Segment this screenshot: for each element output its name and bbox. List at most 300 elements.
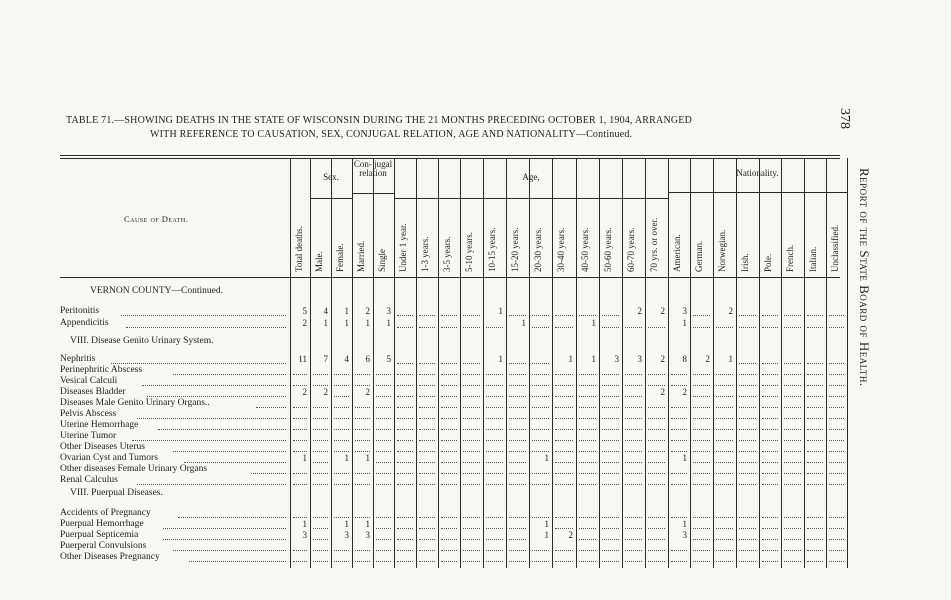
nationality-group-header: Nationality. (736, 168, 779, 178)
empty-cell-dots (693, 417, 710, 419)
column-title: 50-60 years. (603, 227, 613, 272)
empty-cell-dots (784, 450, 801, 452)
empty-cell-dots (602, 326, 619, 328)
empty-cell-dots (509, 314, 526, 316)
leader-dots (173, 373, 286, 375)
empty-cell-dots (784, 439, 801, 441)
empty-cell-dots (807, 406, 823, 408)
empty-cell-dots (441, 373, 457, 375)
leader-dots (142, 384, 286, 386)
empty-cell-dots (419, 439, 435, 441)
leader-dots (173, 450, 286, 452)
empty-cell-dots (762, 461, 778, 463)
column-title: Under 1 year. (398, 223, 408, 272)
leader-dots (256, 406, 286, 408)
empty-cell-dots (397, 417, 413, 419)
page-number: 378 (837, 108, 852, 129)
empty-cell-dots (555, 560, 573, 562)
empty-cell-dots (334, 395, 349, 397)
empty-cell-dots (625, 527, 642, 529)
empty-cell-dots (716, 439, 733, 441)
empty-cell-dots (762, 439, 778, 441)
empty-cell-dots (463, 560, 480, 562)
empty-cell-dots (419, 373, 435, 375)
empty-cell-dots (579, 428, 596, 430)
empty-cell-dots (355, 373, 370, 375)
nationality-group-header-rule (668, 192, 847, 193)
row-label: Puerpual Hemorrhage (60, 519, 144, 529)
empty-cell-dots (397, 314, 413, 316)
empty-cell-dots (532, 516, 549, 518)
empty-cell-dots (579, 549, 596, 551)
empty-cell-dots (807, 314, 823, 316)
empty-cell-dots (293, 472, 307, 474)
empty-cell-dots (739, 461, 756, 463)
empty-cell-dots (293, 450, 307, 452)
empty-cell-dots (579, 417, 596, 419)
table-cell: 1 (302, 519, 307, 529)
column-divider (804, 158, 805, 568)
leader-dots (147, 395, 286, 397)
column-divider (736, 158, 737, 568)
empty-cell-dots (716, 417, 733, 419)
empty-cell-dots (463, 417, 480, 419)
empty-cell-dots (463, 326, 480, 328)
table-cell: 3 (682, 306, 687, 316)
empty-cell-dots (397, 395, 413, 397)
empty-cell-dots (463, 406, 480, 408)
empty-cell-dots (671, 406, 687, 408)
empty-cell-dots (807, 560, 823, 562)
empty-cell-dots (463, 450, 480, 452)
table-cell: 1 (365, 453, 370, 463)
empty-cell-dots (509, 362, 526, 364)
empty-cell-dots (419, 395, 435, 397)
column-divider (847, 158, 848, 568)
age-group-header-rule (394, 198, 668, 199)
empty-cell-dots (397, 461, 413, 463)
empty-cell-dots (293, 560, 307, 562)
empty-cell-dots (762, 406, 778, 408)
empty-cell-dots (716, 395, 733, 397)
empty-cell-dots (829, 461, 844, 463)
empty-cell-dots (579, 384, 596, 386)
empty-cell-dots (625, 428, 642, 430)
empty-cell-dots (648, 549, 665, 551)
empty-cell-dots (376, 439, 391, 441)
empty-cell-dots (829, 362, 844, 364)
empty-cell-dots (625, 395, 642, 397)
column-title: Single (377, 248, 387, 272)
empty-cell-dots (671, 384, 687, 386)
row-label: Diseases Male Genito Urinary Organs.. (60, 398, 210, 408)
conjugal-group-header: Con- jugal relation (353, 159, 393, 178)
empty-cell-dots (625, 439, 642, 441)
empty-cell-dots (532, 439, 549, 441)
empty-cell-dots (313, 483, 328, 485)
empty-cell-dots (671, 417, 687, 419)
empty-cell-dots (625, 450, 642, 452)
empty-cell-dots (397, 326, 413, 328)
empty-cell-dots (334, 406, 349, 408)
empty-cell-dots (486, 483, 503, 485)
empty-cell-dots (419, 472, 435, 474)
empty-cell-dots (334, 439, 349, 441)
table-cell: 3 (365, 530, 370, 540)
empty-cell-dots (807, 527, 823, 529)
empty-cell-dots (784, 527, 801, 529)
empty-cell-dots (441, 428, 457, 430)
header-rule-top-2 (60, 158, 840, 159)
empty-cell-dots (671, 373, 687, 375)
empty-cell-dots (762, 373, 778, 375)
empty-cell-dots (602, 395, 619, 397)
empty-cell-dots (716, 516, 733, 518)
table-cell: 3 (344, 530, 349, 540)
empty-cell-dots (807, 326, 823, 328)
column-title: French. (785, 244, 795, 272)
empty-cell-dots (784, 461, 801, 463)
table-cell: 1 (728, 354, 733, 364)
empty-cell-dots (739, 516, 756, 518)
empty-cell-dots (509, 439, 526, 441)
empty-cell-dots (784, 538, 801, 540)
empty-cell-dots (509, 472, 526, 474)
empty-cell-dots (334, 450, 349, 452)
leader-dots (158, 428, 286, 430)
empty-cell-dots (532, 472, 549, 474)
empty-cell-dots (807, 538, 823, 540)
empty-cell-dots (441, 362, 457, 364)
empty-cell-dots (671, 516, 687, 518)
empty-cell-dots (441, 395, 457, 397)
empty-cell-dots (334, 516, 349, 518)
empty-cell-dots (555, 450, 573, 452)
empty-cell-dots (376, 384, 391, 386)
empty-cell-dots (555, 516, 573, 518)
empty-cell-dots (334, 384, 349, 386)
empty-cell-dots (376, 472, 391, 474)
empty-cell-dots (463, 461, 480, 463)
empty-cell-dots (602, 560, 619, 562)
empty-cell-dots (762, 384, 778, 386)
empty-cell-dots (762, 428, 778, 430)
column-title: American. (672, 234, 682, 272)
empty-cell-dots (829, 417, 844, 419)
empty-cell-dots (602, 538, 619, 540)
empty-cell-dots (555, 549, 573, 551)
empty-cell-dots (441, 472, 457, 474)
empty-cell-dots (784, 428, 801, 430)
cause-of-death-header: Cause of Death. (124, 214, 189, 224)
row-label: Other diseases Female Urinary Organs (60, 464, 208, 474)
empty-cell-dots (334, 417, 349, 419)
table-cell: 1 (682, 453, 687, 463)
empty-cell-dots (602, 527, 619, 529)
empty-cell-dots (532, 326, 549, 328)
empty-cell-dots (376, 461, 391, 463)
empty-cell-dots (397, 373, 413, 375)
empty-cell-dots (555, 527, 573, 529)
empty-cell-dots (784, 560, 801, 562)
conjugal-group-header-rule (352, 193, 394, 194)
empty-cell-dots (693, 549, 710, 551)
empty-cell-dots (555, 373, 573, 375)
column-title: Total deaths. (294, 226, 304, 272)
empty-cell-dots (313, 472, 328, 474)
empty-cell-dots (829, 450, 844, 452)
leader-dots (163, 538, 286, 540)
empty-cell-dots (602, 439, 619, 441)
empty-cell-dots (739, 384, 756, 386)
table-cell: 1 (386, 318, 391, 328)
empty-cell-dots (376, 450, 391, 452)
empty-cell-dots (716, 527, 733, 529)
empty-cell-dots (716, 373, 733, 375)
table-cell: 3 (302, 530, 307, 540)
empty-cell-dots (625, 373, 642, 375)
table-cell: 1 (344, 453, 349, 463)
empty-cell-dots (555, 428, 573, 430)
empty-cell-dots (509, 428, 526, 430)
sex-group-header-rule (310, 198, 352, 199)
empty-cell-dots (463, 527, 480, 529)
table-cell: 1 (498, 306, 503, 316)
empty-cell-dots (784, 406, 801, 408)
table-cell: 1 (591, 354, 596, 364)
empty-cell-dots (334, 428, 349, 430)
empty-cell-dots (693, 439, 710, 441)
empty-cell-dots (397, 560, 413, 562)
empty-cell-dots (625, 461, 642, 463)
column-divider (576, 158, 577, 568)
column-title: 60-70 years. (626, 227, 636, 272)
leader-dots (251, 472, 286, 474)
empty-cell-dots (648, 439, 665, 441)
empty-cell-dots (555, 326, 573, 328)
empty-cell-dots (313, 538, 328, 540)
empty-cell-dots (579, 538, 596, 540)
empty-cell-dots (739, 549, 756, 551)
empty-cell-dots (355, 472, 370, 474)
empty-cell-dots (693, 384, 710, 386)
empty-cell-dots (693, 395, 710, 397)
empty-cell-dots (397, 439, 413, 441)
empty-cell-dots (334, 549, 349, 551)
empty-cell-dots (441, 527, 457, 529)
empty-cell-dots (313, 406, 328, 408)
empty-cell-dots (486, 472, 503, 474)
row-label: Puerpual Septicemia (60, 530, 139, 540)
empty-cell-dots (829, 483, 844, 485)
empty-cell-dots (829, 538, 844, 540)
empty-cell-dots (625, 384, 642, 386)
column-divider (416, 158, 417, 568)
empty-cell-dots (784, 417, 801, 419)
empty-cell-dots (602, 428, 619, 430)
empty-cell-dots (829, 439, 844, 441)
empty-cell-dots (579, 461, 596, 463)
empty-cell-dots (313, 373, 328, 375)
empty-cell-dots (648, 560, 665, 562)
empty-cell-dots (486, 549, 503, 551)
empty-cell-dots (355, 549, 370, 551)
row-label: Appendicitis (60, 318, 109, 328)
empty-cell-dots (716, 406, 733, 408)
empty-cell-dots (293, 428, 307, 430)
empty-cell-dots (486, 527, 503, 529)
empty-cell-dots (648, 483, 665, 485)
empty-cell-dots (693, 516, 710, 518)
empty-cell-dots (419, 549, 435, 551)
empty-cell-dots (625, 538, 642, 540)
empty-cell-dots (762, 538, 778, 540)
empty-cell-dots (313, 527, 328, 529)
empty-cell-dots (313, 439, 328, 441)
column-title: 30-40 years. (556, 227, 566, 272)
empty-cell-dots (313, 384, 328, 386)
empty-cell-dots (829, 516, 844, 518)
empty-cell-dots (807, 417, 823, 419)
table-cell: 4 (323, 306, 328, 316)
empty-cell-dots (807, 428, 823, 430)
empty-cell-dots (807, 384, 823, 386)
empty-cell-dots (419, 527, 435, 529)
table-cell: 2 (660, 387, 665, 397)
empty-cell-dots (784, 326, 801, 328)
empty-cell-dots (579, 373, 596, 375)
empty-cell-dots (807, 373, 823, 375)
empty-cell-dots (397, 483, 413, 485)
empty-cell-dots (784, 362, 801, 364)
empty-cell-dots (441, 516, 457, 518)
empty-cell-dots (762, 362, 778, 364)
row-label: Renal Calculus (60, 475, 118, 485)
empty-cell-dots (784, 483, 801, 485)
empty-cell-dots (313, 549, 328, 551)
empty-cell-dots (486, 450, 503, 452)
empty-cell-dots (579, 483, 596, 485)
empty-cell-dots (579, 560, 596, 562)
empty-cell-dots (486, 439, 503, 441)
empty-cell-dots (463, 362, 480, 364)
section-heading: VIII. Puerpual Diseases. (70, 488, 163, 498)
column-title: 40-50 years. (580, 227, 590, 272)
empty-cell-dots (293, 549, 307, 551)
table-cell: 1 (682, 318, 687, 328)
table-cell: 2 (365, 387, 370, 397)
empty-cell-dots (313, 516, 328, 518)
empty-cell-dots (509, 549, 526, 551)
empty-cell-dots (579, 395, 596, 397)
empty-cell-dots (602, 417, 619, 419)
empty-cell-dots (532, 417, 549, 419)
column-divider (506, 158, 507, 568)
empty-cell-dots (486, 406, 503, 408)
empty-cell-dots (829, 326, 844, 328)
empty-cell-dots (532, 384, 549, 386)
empty-cell-dots (716, 472, 733, 474)
sex-group-header: Sex. (323, 172, 339, 182)
leader-dots (137, 483, 286, 485)
table-cell: 1 (591, 318, 596, 328)
column-divider (781, 158, 782, 568)
empty-cell-dots (693, 428, 710, 430)
empty-cell-dots (463, 472, 480, 474)
column-divider (622, 158, 623, 568)
empty-cell-dots (625, 483, 642, 485)
empty-cell-dots (739, 362, 756, 364)
empty-cell-dots (355, 384, 370, 386)
table-cell: 2 (302, 387, 307, 397)
column-title: Male. (314, 251, 324, 272)
empty-cell-dots (419, 384, 435, 386)
column-divider (713, 158, 714, 568)
empty-cell-dots (807, 483, 823, 485)
column-divider (394, 158, 395, 568)
empty-cell-dots (486, 538, 503, 540)
empty-cell-dots (486, 428, 503, 430)
table-cell: 11 (298, 354, 307, 364)
empty-cell-dots (334, 560, 349, 562)
empty-cell-dots (579, 450, 596, 452)
empty-cell-dots (463, 439, 480, 441)
empty-cell-dots (693, 314, 710, 316)
table-cell: 2 (660, 306, 665, 316)
empty-cell-dots (509, 406, 526, 408)
table-cell: 3 (637, 354, 642, 364)
empty-cell-dots (334, 483, 349, 485)
empty-cell-dots (762, 395, 778, 397)
empty-cell-dots (807, 549, 823, 551)
empty-cell-dots (463, 384, 480, 386)
empty-cell-dots (463, 516, 480, 518)
empty-cell-dots (807, 516, 823, 518)
column-title: 70 yrs. or over. (649, 217, 659, 272)
empty-cell-dots (625, 560, 642, 562)
table-cell: 1 (521, 318, 526, 328)
empty-cell-dots (829, 527, 844, 529)
column-divider (690, 158, 691, 568)
table-cell: 4 (344, 354, 349, 364)
table-cell: 2 (728, 306, 733, 316)
table-cell: 2 (637, 306, 642, 316)
empty-cell-dots (602, 450, 619, 452)
empty-cell-dots (693, 326, 710, 328)
empty-cell-dots (829, 472, 844, 474)
empty-cell-dots (293, 516, 307, 518)
table-cell: 1 (544, 530, 549, 540)
empty-cell-dots (739, 428, 756, 430)
empty-cell-dots (532, 483, 549, 485)
empty-cell-dots (739, 314, 756, 316)
empty-cell-dots (463, 373, 480, 375)
table-cell: 1 (498, 354, 503, 364)
empty-cell-dots (784, 384, 801, 386)
empty-cell-dots (376, 428, 391, 430)
empty-cell-dots (419, 538, 435, 540)
column-title: Norwegian. (717, 229, 727, 272)
empty-cell-dots (463, 483, 480, 485)
row-label: Uterine Tumor (60, 431, 117, 441)
empty-cell-dots (441, 326, 457, 328)
empty-cell-dots (486, 326, 503, 328)
empty-cell-dots (602, 516, 619, 518)
table-cell: 1 (544, 519, 549, 529)
empty-cell-dots (355, 406, 370, 408)
empty-cell-dots (579, 527, 596, 529)
empty-cell-dots (625, 549, 642, 551)
